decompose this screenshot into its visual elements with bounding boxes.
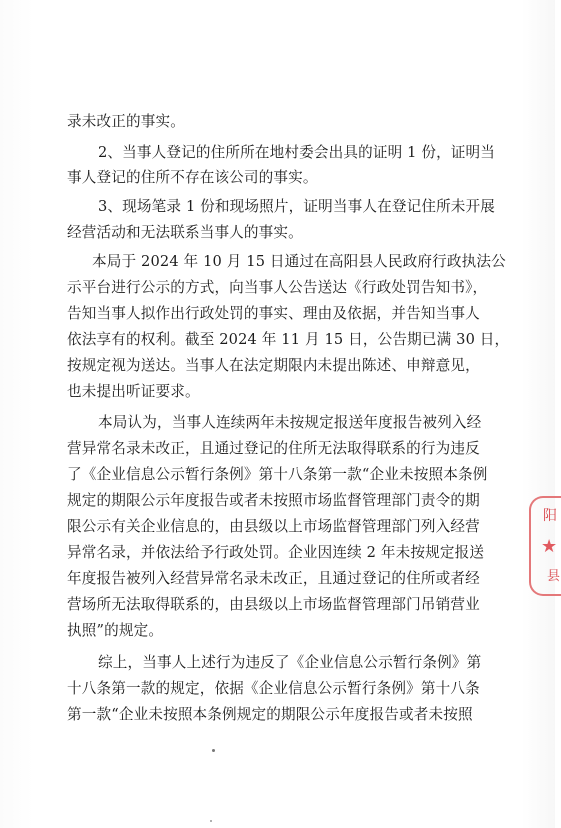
text-line: 本局于 2024 年 10 月 15 日通过在高阳县人民政府行政执法公 <box>92 253 506 270</box>
text-line: 营异常名录未改正，且通过登记的住所无法取得联系的行为违反 <box>67 440 480 457</box>
text-line: 年度报告被列入经营异常名录未改正，且通过登记的住所或者经 <box>67 570 480 587</box>
page-speck <box>212 749 215 752</box>
text-line: 规定的期限公示年度报告或者未按照市场监督管理部门责令的期 <box>67 492 480 509</box>
text-line: 2、当事人登记的住所所在地村委会出具的证明 1 份，证明当 <box>98 144 496 161</box>
text-line: 3、现场笔录 1 份和现场照片，证明当事人在登记住所未开展 <box>98 198 496 215</box>
text-line: 告知当事人拟作出行政处罚的事实、理由及依据，并告知当事人 <box>67 305 480 322</box>
text-line: 也未提出听证要求。 <box>67 383 200 400</box>
text-line: 经营活动和无法联系当事人的事实。 <box>67 224 303 241</box>
stamp-star-icon: ★ <box>541 536 558 557</box>
text-line: 按规定视为送达。当事人在法定期限内未提出陈述、申辩意见， <box>67 357 480 374</box>
text-line: 了《企业信息公示暂行条例》第十八条第一款“企业未按照本条例 <box>67 466 488 483</box>
stamp-character-top: 阳 <box>543 508 557 524</box>
official-seal-stamp <box>529 496 561 596</box>
text-line: 十八条第一款的规定，依据《企业信息公示暂行条例》第十八条 <box>67 680 480 697</box>
stamp-character-bottom: 县 <box>547 569 561 584</box>
text-line: 依法享有的权利。截至 2024 年 11 月 15 日，公告期已满 30 日， <box>67 331 510 348</box>
text-line: 本局认为，当事人连续两年未按规定报送年度报告被列入经 <box>98 414 482 431</box>
text-line: 综上，当事人上述行为违反了《企业信息公示暂行条例》第 <box>98 654 482 671</box>
text-line: 营场所无法取得联系的，由县级以上市场监督管理部门吊销营业 <box>67 596 480 613</box>
text-line: 限公示有关企业信息的，由县级以上市场监督管理部门列入经营 <box>67 518 480 535</box>
page-speck <box>210 820 212 822</box>
text-line: 录未改正的事实。 <box>67 113 185 130</box>
text-line: 事人登记的住所不存在该公司的事实。 <box>67 169 318 186</box>
text-line: 第一款“企业未按照本条例规定的期限公示年度报告或者未按照 <box>67 706 473 723</box>
text-line: 异常名录，并依法给予行政处罚。企业因连续 2 年未按规定报送 <box>67 544 485 561</box>
text-line: 示平台进行公示的方式，向当事人公告送达《行政处罚告知书》， <box>67 279 488 296</box>
text-line: 执照”的规定。 <box>67 622 164 639</box>
